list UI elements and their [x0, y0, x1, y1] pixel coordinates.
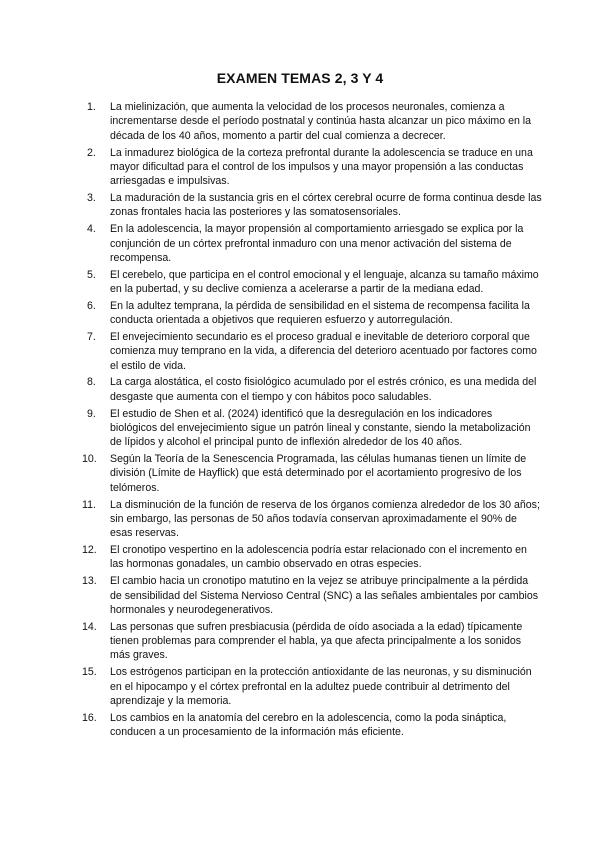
question-item [82, 498, 542, 541]
question-number: 8. [87, 376, 96, 389]
question-item [82, 452, 542, 495]
question-item [82, 574, 542, 617]
question-item [82, 299, 542, 328]
question-text: En la adultez temprana, la pérdida de sensibilidad en el sistema de recompensa facilita la conducta orientada a objetivos que requieren esfuerzo y autorregulación. [110, 299, 530, 327]
question-text: El cronotipo vespertino en la adolescencia podría estar relacionado con el incremento en las hormonas gonadales, un cambio observado en otras especies. [110, 544, 527, 571]
question-item [82, 665, 542, 708]
question-number: 1. [87, 101, 96, 113]
question-item [82, 407, 542, 450]
question-text: Las personas que sufren presbiacusia (pérdida de oído asociada a la edad) típicamente tienen problemas para comprender el habla, ya que afecta principalmente a los sonidos más graves. [110, 620, 523, 662]
question-number: 16. [82, 711, 97, 724]
question-number: 12. [82, 544, 97, 557]
question-item [82, 268, 542, 297]
question-number: 3. [87, 192, 96, 205]
question-item [82, 330, 542, 373]
question-number: 13. [82, 575, 97, 588]
question-text: La mielinización, que aumenta la velocidad de los procesos neuronales, comienza a incrementarse desde el período postnatal y continúa hasta alcanzar un pico máximo en la década de los 40 años, momento a partir del cual comienza a decrecer. [110, 101, 532, 142]
question-item [82, 711, 542, 740]
question-number: 6. [87, 299, 96, 312]
question-list [82, 100, 542, 742]
question-text: El cerebelo, que participa en el control emocional y el lenguaje, alcanza su tamaño máximo en la pubertad, y su declive comienza a acelerarse a partir de la mediana edad. [110, 268, 539, 296]
question-item [82, 191, 542, 220]
question-number: 15. [82, 666, 97, 679]
question-item [82, 222, 542, 265]
question-number: 4. [87, 223, 96, 236]
question-text: Los cambios en la anatomía del cerebro en la adolescencia, como la poda sináptica, conducen a un procesamiento de la información más eficiente. [110, 711, 507, 739]
question-number: 9. [87, 407, 96, 420]
question-text: El envejecimiento secundario es el proceso gradual e inevitable de deterioro corporal que comienza muy temprano en la vida, a diferencia del deterioro acentuado por factores como el estilo de vida. [110, 330, 537, 372]
question-text: Según la Teoría de la Senescencia Programada, las células humanas tienen un límite de división (Límite de Hayflick) que está determinado por el acortamiento progresivo de los telómeros. [110, 453, 527, 494]
question-item [82, 543, 542, 572]
question-item [82, 375, 542, 404]
question-text: El cambio hacia un cronotipo matutino en la vejez se atribuye principalmente a la pérdida de sensibilidad del Sistema Nervioso Central (SNC) a las señales ambientales por cambios hormonales y neurodegenerativos. [110, 575, 539, 616]
question-item [82, 620, 542, 663]
question-text: El estudio de Shen et al. (2024) identificó que la desregulación en los indicadores biológicos del envejecimiento sigue un patrón lineal y constante, siendo la metabolización de lípidos y alcohol el principal punto de inflexión alrededor de los 40 años. [110, 407, 531, 449]
question-text: La inmadurez biológica de la corteza prefrontal durante la adolescencia se traduce en una mayor dificultad para el control de los impulsos y una mayor propensión a las conductas arriesgadas e impulsivas. [110, 146, 533, 188]
question-text: La carga alostática, el costo fisiológico acumulado por el estrés crónico, es una medida del desgaste que aumenta con el tiempo y con hábitos poco saludables. [110, 376, 537, 403]
question-number: 2. [87, 146, 96, 159]
question-number: 5. [87, 268, 96, 281]
question-text: La maduración de la sustancia gris en el córtex cerebral ocurre de forma continua desde las zonas frontales hacia las posteriores y las somatosensoriales. [110, 192, 542, 219]
page-title: EXAMEN TEMAS 2, 3 Y 4 [216, 70, 384, 86]
question-number: 10. [82, 453, 97, 466]
question-text: En la adolescencia, la mayor propensión al comportamiento arriesgado se explica por la conjunción de un córtex prefrontal inmaduro con una menor activación del sistema de recompensa. [110, 223, 524, 264]
question-text: La disminución de la función de reserva de los órganos comienza alrededor de los 30 años; sin embargo, las personas de 50 años todavía conservan aproximadamente el 90% de esas reservas. [110, 498, 540, 540]
question-item [82, 100, 542, 143]
question-number: 14. [82, 620, 97, 633]
question-number: 7. [87, 330, 96, 343]
question-item [82, 146, 542, 189]
question-text: Los estrógenos participan en la protección antioxidante de las neuronas, y su disminución en el hipocampo y el córtex prefrontal en la adultez puede contribuir al detrimento del aprendizaje y la memoria. [110, 666, 532, 707]
question-number: 11. [82, 498, 96, 511]
